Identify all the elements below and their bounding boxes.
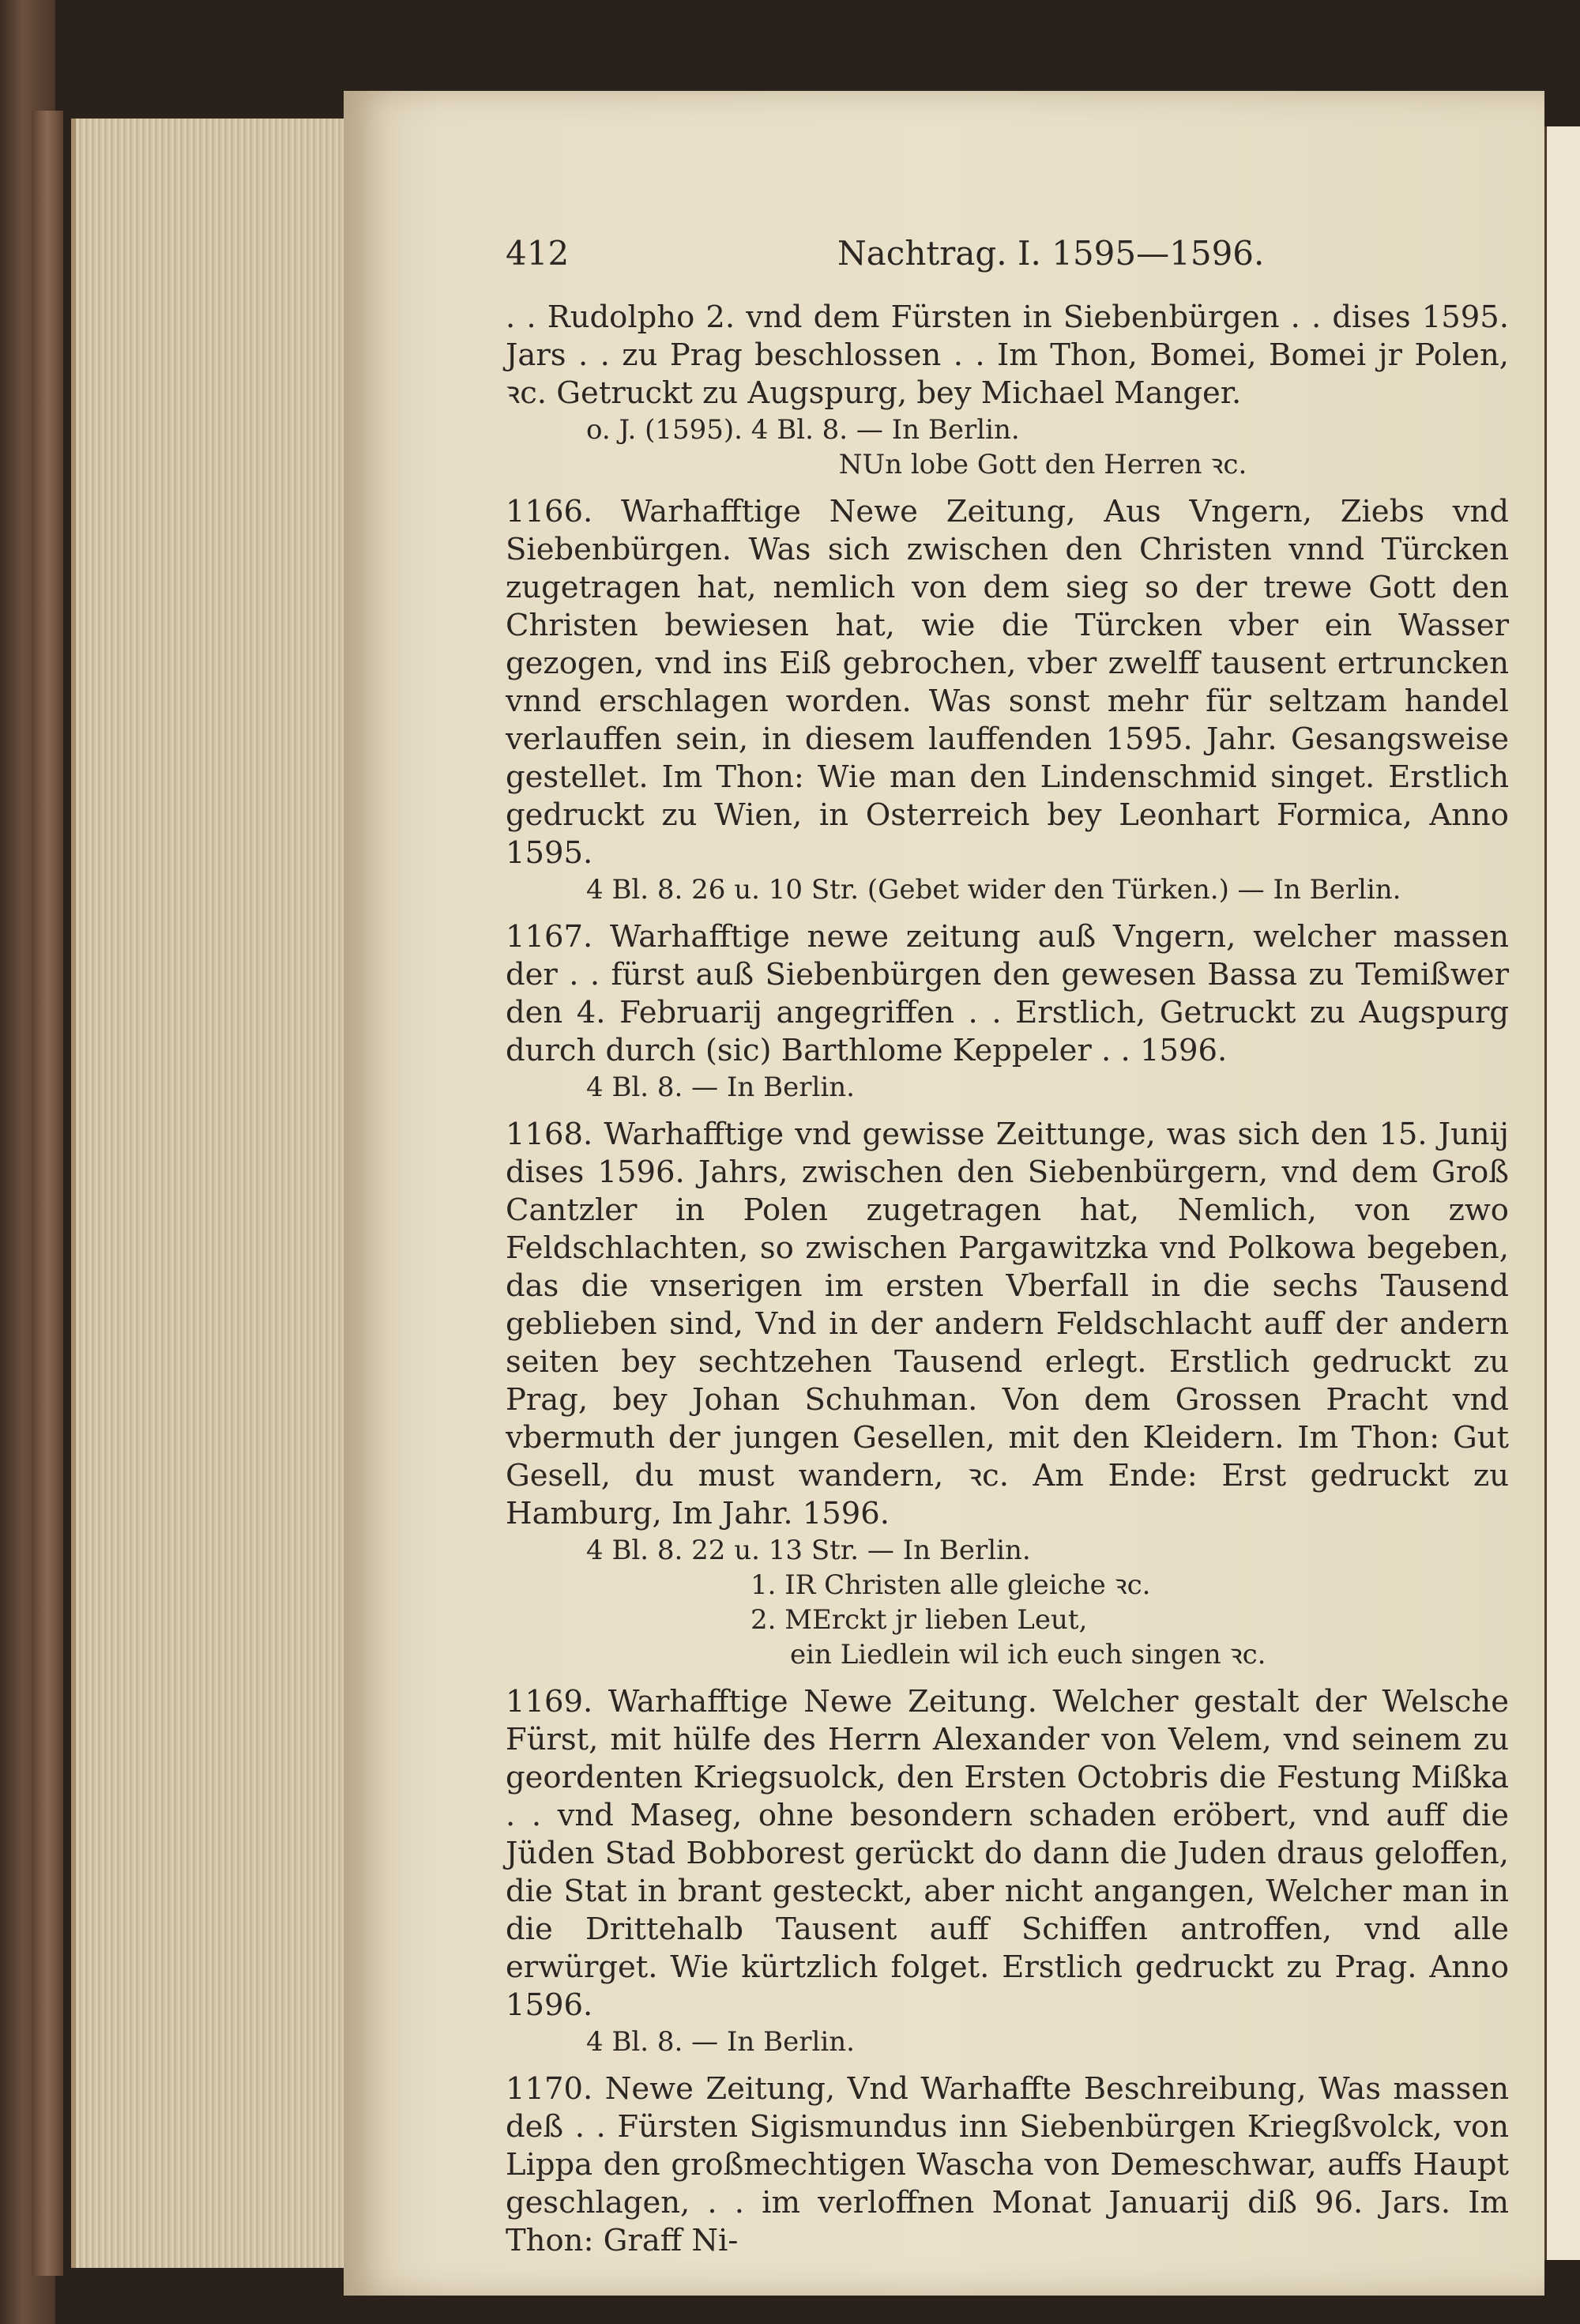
entry-1167 xyxy=(506,918,1509,1070)
entry-1168 xyxy=(506,1116,1509,1533)
continued-entry-text: . . Rudolpho 2. vnd dem Fürsten in Siebenbürgen . . dises 1595. Jars . . zu Prag beschlossen . . Im Thon, Bomei, Bomei jr Polen, ꝛc. Getruckt zu Augspurg, bey Michael Manger. xyxy=(506,299,1509,411)
page-header xyxy=(506,234,1533,281)
entry-number: 1170. xyxy=(506,2071,593,2107)
entry-number: 1168. xyxy=(506,1117,593,1152)
entry-bib: 4 Bl. 8. 26 u. 10 Str. (Gebet wider den Türken.) — In Berlin. xyxy=(586,874,1401,906)
continued-entry-bib: o. J. (1595). 4 Bl. 8. — In Berlin. xyxy=(586,414,1020,446)
page-edges xyxy=(71,119,352,2268)
entry-text: Warhafftige newe zeitung auß Vngern, welcher massen der . . fürst auß Siebenbürgen den gewesen Bassa zu Temißwer den 4. Februarij angegriffen . . Erstlich, Getruckt zu Augspurg durch durch (sic) Barthlome Keppeler . . 1596. xyxy=(506,919,1509,1068)
facing-page-edge xyxy=(1544,126,1580,2260)
page-body xyxy=(506,299,1509,2260)
incipit-2: 2. MErckt jr lieben Leut, xyxy=(750,1604,1088,1636)
entry-text: Warhafftige Newe Zeitung, Aus Vngern, Ziebs vnd Siebenbürgen. Was sich zwischen den Christen vnnd Türcken zugetragen hat, nemlich von dem sieg so der trewe Gott den Christen bewiesen hat, wie die Türcken vber ein Wasser gezogen, vnd ins Eiß gebrochen, vber zwelff tausent ertruncken vnnd erschlagen worden. Was sonst mehr für seltzam handel verlauffen sein, in diesem lauffenden 1595. Jahr. Gesangsweise gestellet. Im Thon: Wie man den Lindenschmid singet. Erstlich gedruckt zu Wien, in Osterreich bey Leonhart Formica, Anno 1595. xyxy=(506,494,1509,871)
entry-text: Warhafftige Newe Zeitung. Welcher gestalt der Welsche Fürst, mit hülfe des Herrn Alexander von Velem, vnd seinem zu geordenten Kriegsuolck, den Ersten Octobris die Festung Mißka . . vnd Maseg, ohne besondern schaden eröbert, vnd auff die Jüden Stad Bobborest gerückt do dann die Juden draus geloffen, die Stat in brant gesteckt, aber nicht angangen, Welcher man in die Drittehalb Tausent auff Schiffen antroffen, vnd alle erwürget. Wie kürtzlich folget. Erstlich gedruckt zu Prag. Anno 1596. xyxy=(506,1684,1509,2023)
entry-number: 1167. xyxy=(506,919,593,955)
entry-1169 xyxy=(506,1683,1509,2025)
incipit-2-cont: ein Liedlein wil ich euch singen ꝛc. xyxy=(790,1639,1266,1670)
entry-bib: 4 Bl. 8. — In Berlin. xyxy=(586,2026,855,2058)
entry-number: 1169. xyxy=(506,1684,593,1719)
entry-text: Warhafftige vnd gewisse Zeittunge, was sich den 15. Junij dises 1596. Jahrs, zwischen den Siebenbürgern, vnd dem Groß Cantzler in Polen zugetragen hat, Nemlich, von zwo Feldschlachten, so zwischen Pargawitzka vnd Polkowa begeben, das die vnserigen im ersten Vberfall in die sechs Tausend geblieben sind, Vnd in der andern Feldschlacht auff der andern seiten bey sechtzehen Tausend erlegt. Erstlich gedruckt zu Prag, bey Johan Schuhman. Von dem Grossen Pracht vnd vbermuth der jungen Gesellen, mit den Kleidern. Im Thon: Gut Gesell, du must wandern, ꝛc. Am Ende: Erst gedruckt zu Hamburg, Im Jahr. 1596. xyxy=(506,1117,1509,1531)
running-title: Nachtrag. I. 1595—1596. xyxy=(837,234,1265,273)
continued-entry-incipit: NUn lobe Gott den Herren ꝛc. xyxy=(838,449,1247,480)
entry-1170 xyxy=(506,2070,1509,2260)
entry-bib: 4 Bl. 8. — In Berlin. xyxy=(586,1072,855,1103)
incipit-1: 1. IR Christen alle gleiche ꝛc. xyxy=(750,1569,1151,1601)
book-spine xyxy=(32,111,63,2276)
entry-bib: 4 Bl. 8. 22 u. 13 Str. — In Berlin. xyxy=(586,1535,1031,1566)
entry-1166 xyxy=(506,493,1509,872)
entry-number: 1166. xyxy=(506,494,593,529)
page-number: 412 xyxy=(506,234,570,273)
entry-text: Newe Zeitung, Vnd Warhaffte Beschreibung, Was massen deß . . Fürsten Sigismundus inn Siebenbürgen Kriegßvolck, von Lippa den großmechtigen Wascha von Demeschwar, auffs Haupt geschlagen, . . im verloffnen Monat Januarij diß 96. Jars. Im Thon: Graff Ni- xyxy=(506,2071,1509,2258)
